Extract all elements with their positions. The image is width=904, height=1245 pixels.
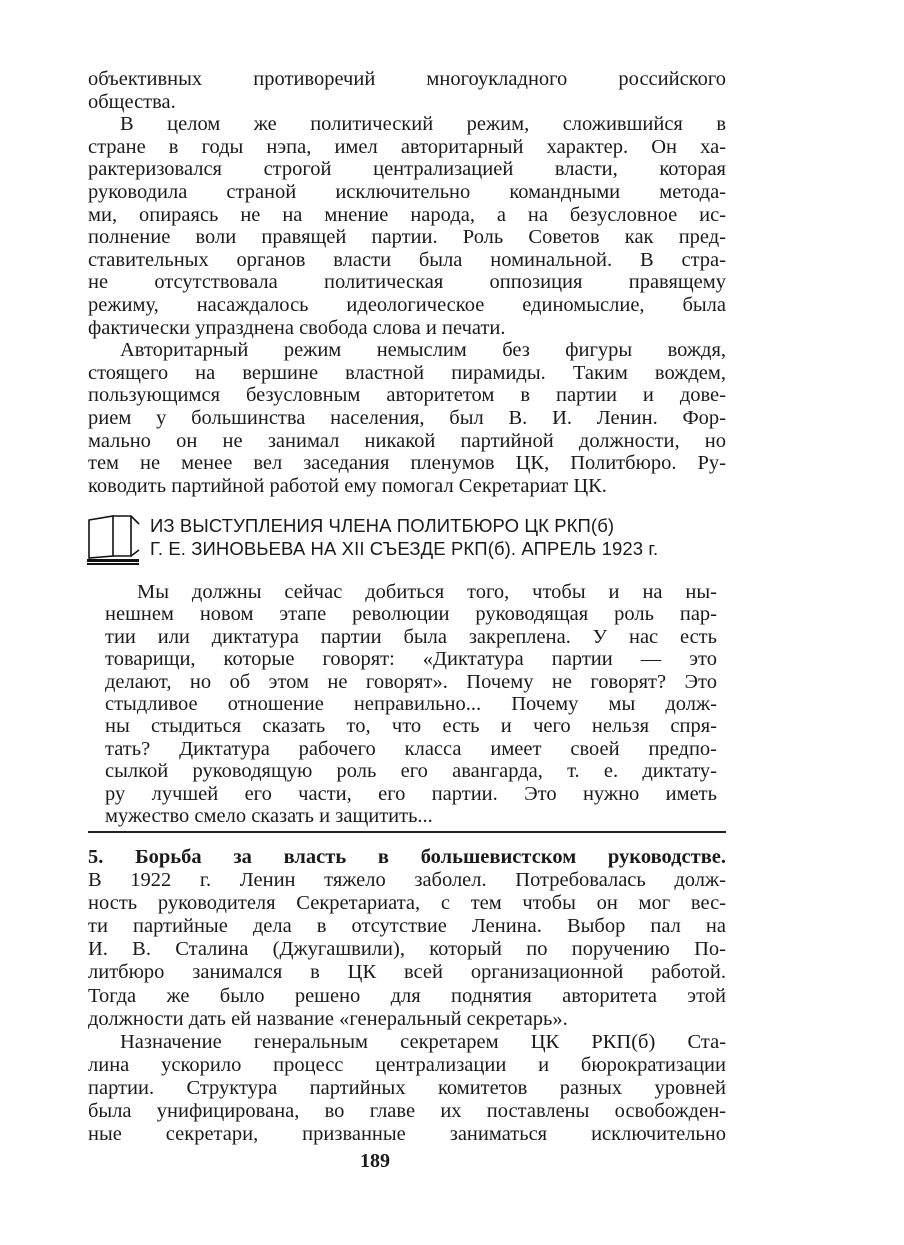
text-line: рием у большинства населения, был В. И. Ленин. Фор-	[88, 406, 726, 429]
section-heading: 5. Борьба за власть в большевистском руководстве.	[88, 846, 726, 868]
text-line: ми, опираясь не на мнение народа, а на безусловное ис-	[88, 203, 726, 226]
divider	[88, 831, 726, 833]
text-line: В 1922 г. Ленин тяжело заболел. Потребовалась долж-	[88, 869, 726, 892]
text-line: мужество смело сказать и защитить...	[105, 804, 433, 827]
document-heading-line: Г. Е. ЗИНОВЬЕВА НА XII СЪЕЗДЕ РКП(б). АПРЕЛЬ 1923 г.	[150, 538, 659, 559]
text-line: тем не менее вел заседания пленумов ЦК, Политбюро. Ру-	[88, 452, 726, 475]
text-line: должности дать ей название «генеральный секретарь».	[88, 1007, 568, 1030]
text-line: стоящего на вершине властной пирамиды. Таким вождем,	[88, 361, 726, 384]
page-number: 189	[360, 1150, 390, 1172]
text-line: В целом же политический режим, сложившийся в	[120, 113, 726, 136]
text-line: режиму, насаждалось идеологическое единомыслие, была	[88, 293, 726, 316]
text-line: не отсутствовала политическая оппозиция правящему	[88, 271, 726, 294]
text-line: полнение воли правящей партии. Роль Советов как пред-	[88, 226, 726, 249]
text-line: Авторитарный режим немыслим без фигуры вождя,	[120, 339, 726, 362]
text-line: была унифицирована, во главе их поставлены освобожден-	[88, 1100, 726, 1123]
text-line: ны стыдиться сказать то, что есть и чего нельзя спря-	[105, 715, 717, 738]
text-line: стране в годы нэпа, имел авторитарный характер. Он ха-	[88, 135, 726, 158]
text-line: И. В. Сталина (Джугашвили), который по поручению По-	[88, 938, 726, 961]
text-line: объективных противоречий многоукладного российского	[88, 68, 726, 90]
text-line: ру лучшей его части, его партии. Это нужно иметь	[105, 782, 717, 805]
text-line: ководить партийной работой ему помогал Секретариат ЦК.	[88, 474, 607, 497]
document-quote	[105, 581, 717, 827]
document-heading	[150, 514, 658, 560]
main-text	[88, 68, 726, 497]
text-line: ставительных органов власти была номинальной. В стра-	[88, 248, 726, 271]
text-line: мально он не занимал никакой партийной должности, но	[88, 429, 726, 452]
text-line: тии или диктатура партии была закреплена. У нас есть	[105, 625, 717, 648]
text-line: партии. Структура партийных комитетов разных уровней	[88, 1076, 726, 1099]
section	[88, 846, 726, 1146]
text-line: ность руководителя Секретариата, с тем чтобы он мог вес-	[88, 892, 726, 915]
text-line: рактеризовался строгой централизацией власти, которая	[88, 158, 726, 181]
text-line: сылкой руководящую роль его авангарда, т. е. диктату-	[105, 760, 717, 783]
text-line: лина ускорило процесс централизации и бюрократизации	[88, 1053, 726, 1076]
book-icon	[86, 512, 142, 571]
text-line: фактически упразднена свобода слова и печати.	[88, 316, 506, 339]
text-line: нешнем новом этапе революции руководящая роль пар-	[105, 603, 717, 626]
text-line: ти партийные дела в отсутствие Ленина. Выбор пал на	[88, 915, 726, 938]
text-line: руководила страной исключительно командными метода-	[88, 180, 726, 203]
document-heading-line: ИЗ ВЫСТУПЛЕНИЯ ЧЛЕНА ПОЛИТБЮРО ЦК РКП(б)	[150, 515, 615, 536]
text-line: Тогда же было решено для поднятия авторитета этой	[88, 984, 726, 1007]
text-line: стыдливое отношение неправильно... Почему мы долж-	[105, 692, 717, 715]
text-line: общества.	[88, 90, 176, 113]
text-line: Назначение генеральным секретарем ЦК РКП(б) Ста-	[120, 1030, 726, 1053]
text-line: пользующимся безусловным авторитетом в партии и дове-	[88, 384, 726, 407]
text-line: делают, но об этом не говорят». Почему не говорят? Это	[105, 670, 717, 693]
text-line: тать? Диктатура рабочего класса имеет своей предпо-	[105, 737, 717, 760]
text-line: товарищи, которые говорят: «Диктатура партии — это	[105, 648, 717, 671]
text-line: литбюро занимался в ЦК всей организационной работой.	[88, 961, 726, 984]
text-line: Мы должны сейчас добиться того, чтобы и на ны-	[137, 581, 717, 603]
text-line: ные секретари, призванные заниматься исключительно	[88, 1123, 726, 1146]
